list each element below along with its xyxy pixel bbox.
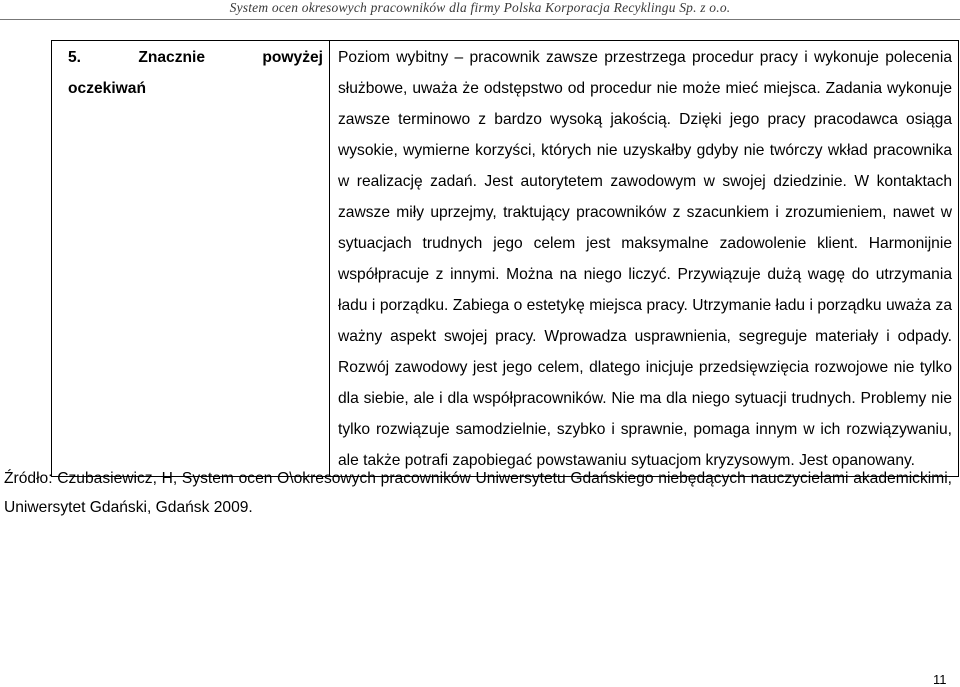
rating-level-word: Znacznie xyxy=(138,49,206,66)
rating-scale-table xyxy=(51,40,959,477)
rating-level-cell xyxy=(52,41,330,477)
rating-description: Poziom wybitny – pracownik zawsze przestrzega procedur pracy i wykonuje polecenia służbowe, uważa że odstępstwo od procedur nie może mieć miejsca. Zadania wykonuje zawsze terminowo z bardzo wysoką jakością. Dzięki jego pracy pracodawca osiąga wysokie, wymierne korzyści, których nie uzyskałby gdyby nie twórczy wkład pracownika w realizację zadań. Jest autorytetem zawodowym w swojej dziedzinie. W kontaktach zawsze miły uprzejmy, traktujący pracowników z szacunkiem i zrozumieniem, nawet w sytuacjach trudnych jego celem jest maksymalne zadowolenie klient. Harmonijnie współpracuje z innymi. Można na niego liczyć. Przywiązuje dużą wagę do utrzymania ładu i porządku. Zabiega o estetykę miejsca pracy. Utrzymanie ładu i porządku uważa za ważny aspekt swojej pracy. Wprowadza usprawnienia, segreguje materiały i odpady. Rozwój zawodowy jest jego celem, dlatego inicjuje przedsięwzięcia rozwojowe nie tylko dla siebie, ale i dla współpracowników. Nie ma dla niego sytuacji trudnych. Problemy nie tylko rozwiązuje samodzielnie, szybko i sprawnie, pomaga innym w ich rozwiązywaniu, ale także potrafi zapobiegać powstawaniu sytuacjom kryzysowym. Jest opanowany. xyxy=(338,49,952,469)
page-number: 11 xyxy=(933,672,947,687)
table-row xyxy=(52,41,959,477)
running-header xyxy=(0,0,960,20)
rating-description-cell xyxy=(330,41,959,477)
running-header-title: System ocen okresowych pracowników dla firmy Polska Korporacja Recyklingu Sp. z o.o. xyxy=(229,0,731,15)
rating-level-heading-continued: oczekiwań xyxy=(68,80,146,97)
rating-level-word: powyżej xyxy=(262,49,323,66)
rating-level-heading xyxy=(68,42,323,73)
rating-level-number: 5. xyxy=(68,49,82,66)
source-note: Źródło: Czubasiewicz, H, System ocen O\okresowych pracowników Uniwersytetu Gdańskiego niebędących nauczycielami akademickimi, Uniwersytet Gdański, Gdańsk 2009. xyxy=(4,470,952,516)
